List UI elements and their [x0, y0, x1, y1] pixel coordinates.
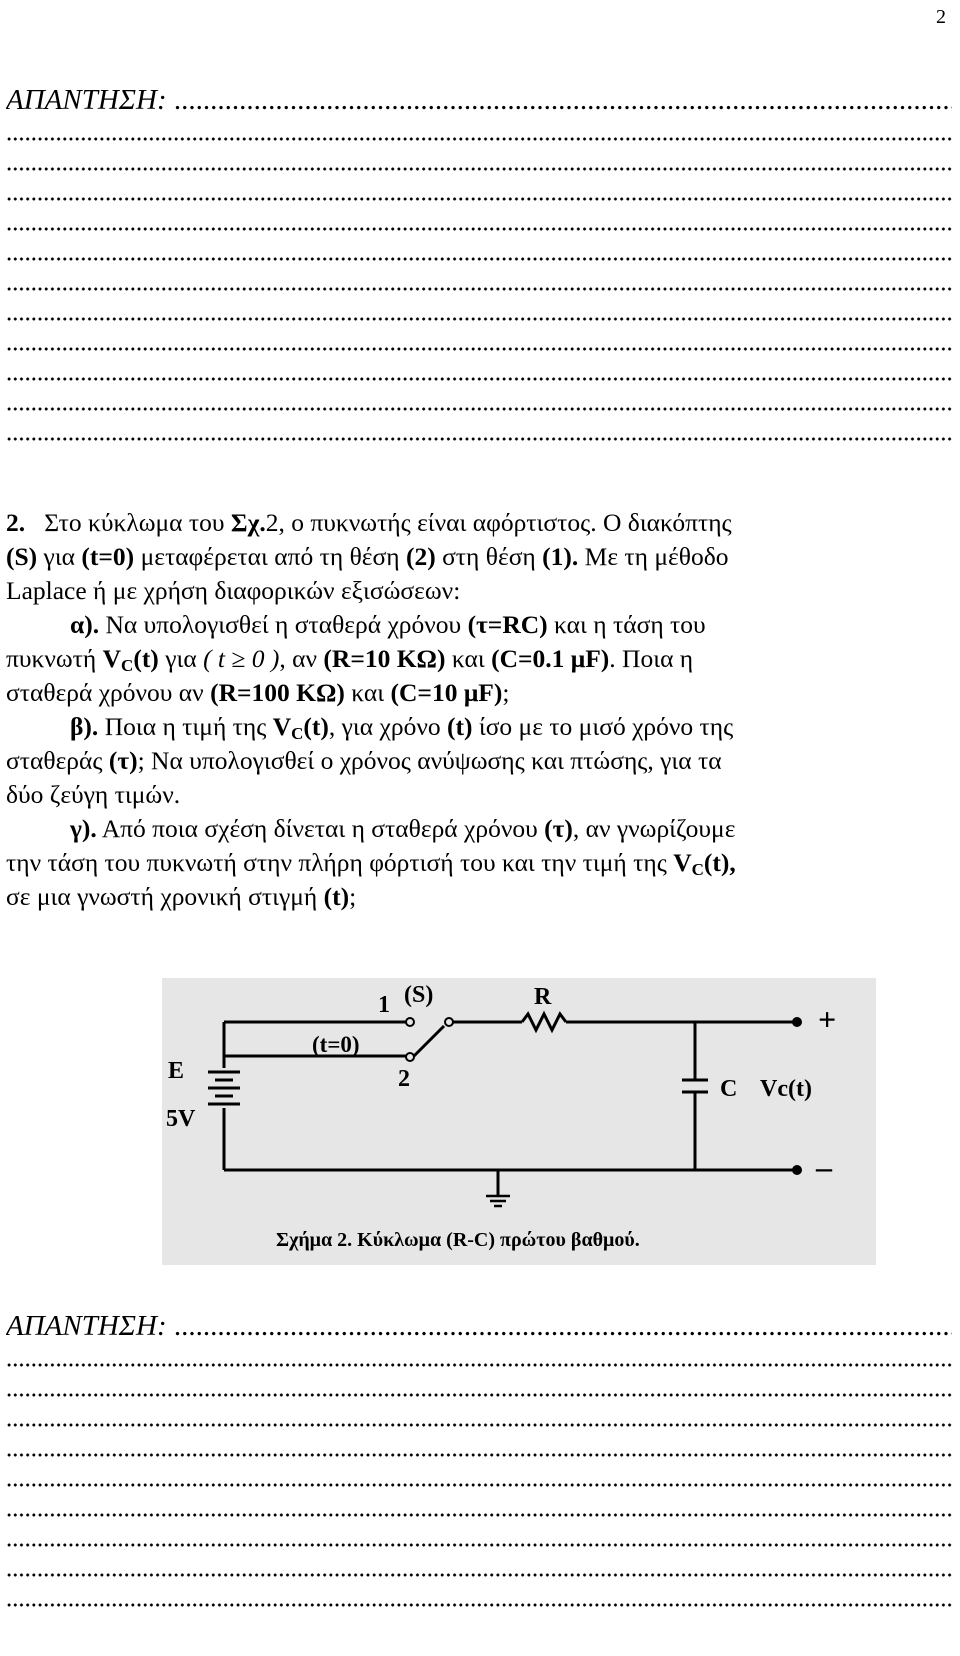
part-c-label: γ). [70, 814, 97, 843]
text: ; Να υπολογισθεί ο χρόνος ανύψωσης και πτώσης, για τα [137, 746, 722, 775]
answer-line [6, 1568, 954, 1582]
answer-line [6, 372, 954, 386]
switch-time-label: (t=0) [312, 1032, 360, 1057]
vc-arg: (t) [133, 644, 159, 673]
battery-symbol [208, 1068, 240, 1108]
page-number: 2 [936, 6, 946, 28]
switch-label: (S) [404, 982, 434, 1008]
terminal-top [792, 1017, 802, 1027]
text: Στο κύκλωμα του [44, 508, 231, 537]
answer-line [6, 1418, 954, 1432]
text: για [158, 644, 204, 673]
text: στη θέση [435, 542, 543, 571]
part-a-line-3 [6, 676, 954, 710]
problem-number: 2. [6, 508, 26, 537]
tau-ref: (τ) [108, 746, 138, 775]
text: ; [502, 678, 510, 707]
part-b-line-3 [6, 778, 954, 812]
value-r: (R=10 KΩ) [323, 644, 446, 673]
answer-line [6, 162, 954, 176]
text: 2, ο πυκνωτής είναι αφόρτιστος. Ο διακόπτης [265, 508, 732, 537]
part-b-label: β). [70, 712, 99, 741]
resistor-label: R [534, 984, 552, 1010]
answer-line [6, 1448, 954, 1462]
switch-contact-2 [406, 1053, 414, 1061]
part-a-line-1 [6, 608, 954, 642]
part-a-line-2 [6, 642, 954, 676]
formula: (τ=RC) [467, 610, 548, 639]
text: και [445, 644, 492, 673]
answer-line [6, 1538, 954, 1552]
answer-line [6, 312, 954, 326]
text: δύο ζεύγη τιμών. [6, 780, 181, 809]
time-ref: (t) [446, 712, 473, 741]
text: σε μια γνωστή χρονική στιγμή [6, 882, 324, 911]
plus-sign: + [818, 1001, 837, 1037]
text: για [37, 542, 82, 571]
answer-line [6, 1478, 954, 1492]
text: Ποια η τιμή της [98, 712, 273, 741]
text: ; [349, 882, 357, 911]
part-c-line-3 [6, 880, 954, 914]
value-c: (C=10 μF) [390, 678, 503, 707]
resistor-zigzag [522, 1014, 566, 1030]
output-label: Vc(t) [760, 1076, 812, 1102]
problem-line-2 [6, 540, 954, 574]
text: , αν [279, 644, 324, 673]
vc-symbol: V [102, 644, 122, 673]
answer-line [6, 432, 954, 446]
text: σταθερά χρόνου αν [6, 678, 211, 707]
position-ref: (2) [405, 542, 436, 571]
text: . Ποια η [609, 644, 694, 673]
part-c-line-1 [6, 812, 954, 846]
position-ref: (1). [542, 542, 579, 571]
vc-symbol: V [673, 848, 692, 877]
answer-line [6, 252, 954, 266]
answer-lines-1 [6, 132, 954, 462]
switch-pos1-label: 1 [378, 992, 390, 1018]
circuit-figure [162, 978, 876, 1265]
vc-subscript: C [121, 656, 134, 675]
text: την τάση του πυκνωτή στην πλήρη φόρτισή του και την τιμή της [6, 848, 674, 877]
answer-line [6, 342, 954, 356]
text: Να υπολογισθεί η σταθερά χρόνου [99, 610, 468, 639]
part-b-line-2 [6, 744, 954, 778]
text: , για χρόνο [328, 712, 447, 741]
answer-line [6, 132, 954, 146]
answer-label-2: ΑΠΑΝΤΗΣΗ: ..... [6, 1310, 952, 1343]
terminal-bottom [792, 1165, 802, 1175]
answer-line [6, 192, 954, 206]
vc-subscript: C [291, 724, 304, 743]
vc-subscript: C [691, 860, 704, 879]
part-c-line-2 [6, 846, 954, 880]
switch-ref: (S) [6, 542, 38, 571]
capacitor-label: C [720, 1076, 738, 1102]
vc-symbol: V [272, 712, 292, 741]
value-c: (C=0.1 μF) [491, 644, 610, 673]
tau-ref: (τ) [544, 814, 573, 843]
part-b-line-1 [6, 710, 954, 744]
time-ref: (t) [323, 882, 350, 911]
part-a-label: α). [70, 610, 100, 639]
text: πυκνωτή [6, 644, 103, 673]
capacitor-symbol [682, 1080, 708, 1092]
answer-line [6, 1508, 954, 1522]
switch-blade [412, 1026, 444, 1058]
problem-line-3 [6, 574, 954, 608]
switch-contact-out [445, 1018, 453, 1026]
switch-contact-1 [406, 1018, 414, 1026]
text: Με τη μέθοδο [578, 542, 729, 571]
source-label: E [168, 1058, 185, 1084]
time-ref: (t=0) [81, 542, 135, 571]
answer-line [6, 282, 954, 296]
problem-line-1 [6, 506, 954, 540]
text: Από ποια σχέση δίνεται η σταθερά χρόνου [96, 814, 545, 843]
minus-sign: – [816, 1149, 832, 1185]
text: Laplace ή με χρήση διαφορικών εξισώσεων: [6, 576, 461, 605]
problem-2 [6, 506, 954, 914]
ground-icon [486, 1196, 510, 1206]
text: , αν γνωρίζουμε [572, 814, 736, 843]
text: ίσο με το μισό χρόνο της [472, 712, 734, 741]
answer-lines-2 [6, 1358, 954, 1628]
text: και η τάση του [547, 610, 706, 639]
circuit-diagram [162, 978, 876, 1265]
value-r: (R=100 KΩ) [210, 678, 345, 707]
text: σταθεράς [6, 746, 109, 775]
answer-line [6, 1388, 954, 1402]
answer-label-1: ΑΠΑΝΤΗΣΗ: ..... [6, 84, 952, 117]
text: και [344, 678, 391, 707]
figure-ref: Σχ. [230, 508, 266, 537]
condition: ( t ≥ 0 ) [203, 644, 280, 673]
source-value: 5V [166, 1106, 196, 1132]
vc-arg: (t), [703, 848, 736, 877]
vc-arg: (t) [303, 712, 329, 741]
switch-pos2-label: 2 [398, 1066, 410, 1092]
answer-line [6, 222, 954, 236]
text: μεταφέρεται από τη θέση [134, 542, 406, 571]
answer-line [6, 1598, 954, 1612]
answer-line [6, 402, 954, 416]
figure-caption: Σχήμα 2. Κύκλωμα (R-C) πρώτου βαθμού. [276, 1229, 640, 1251]
answer-line [6, 1358, 954, 1372]
